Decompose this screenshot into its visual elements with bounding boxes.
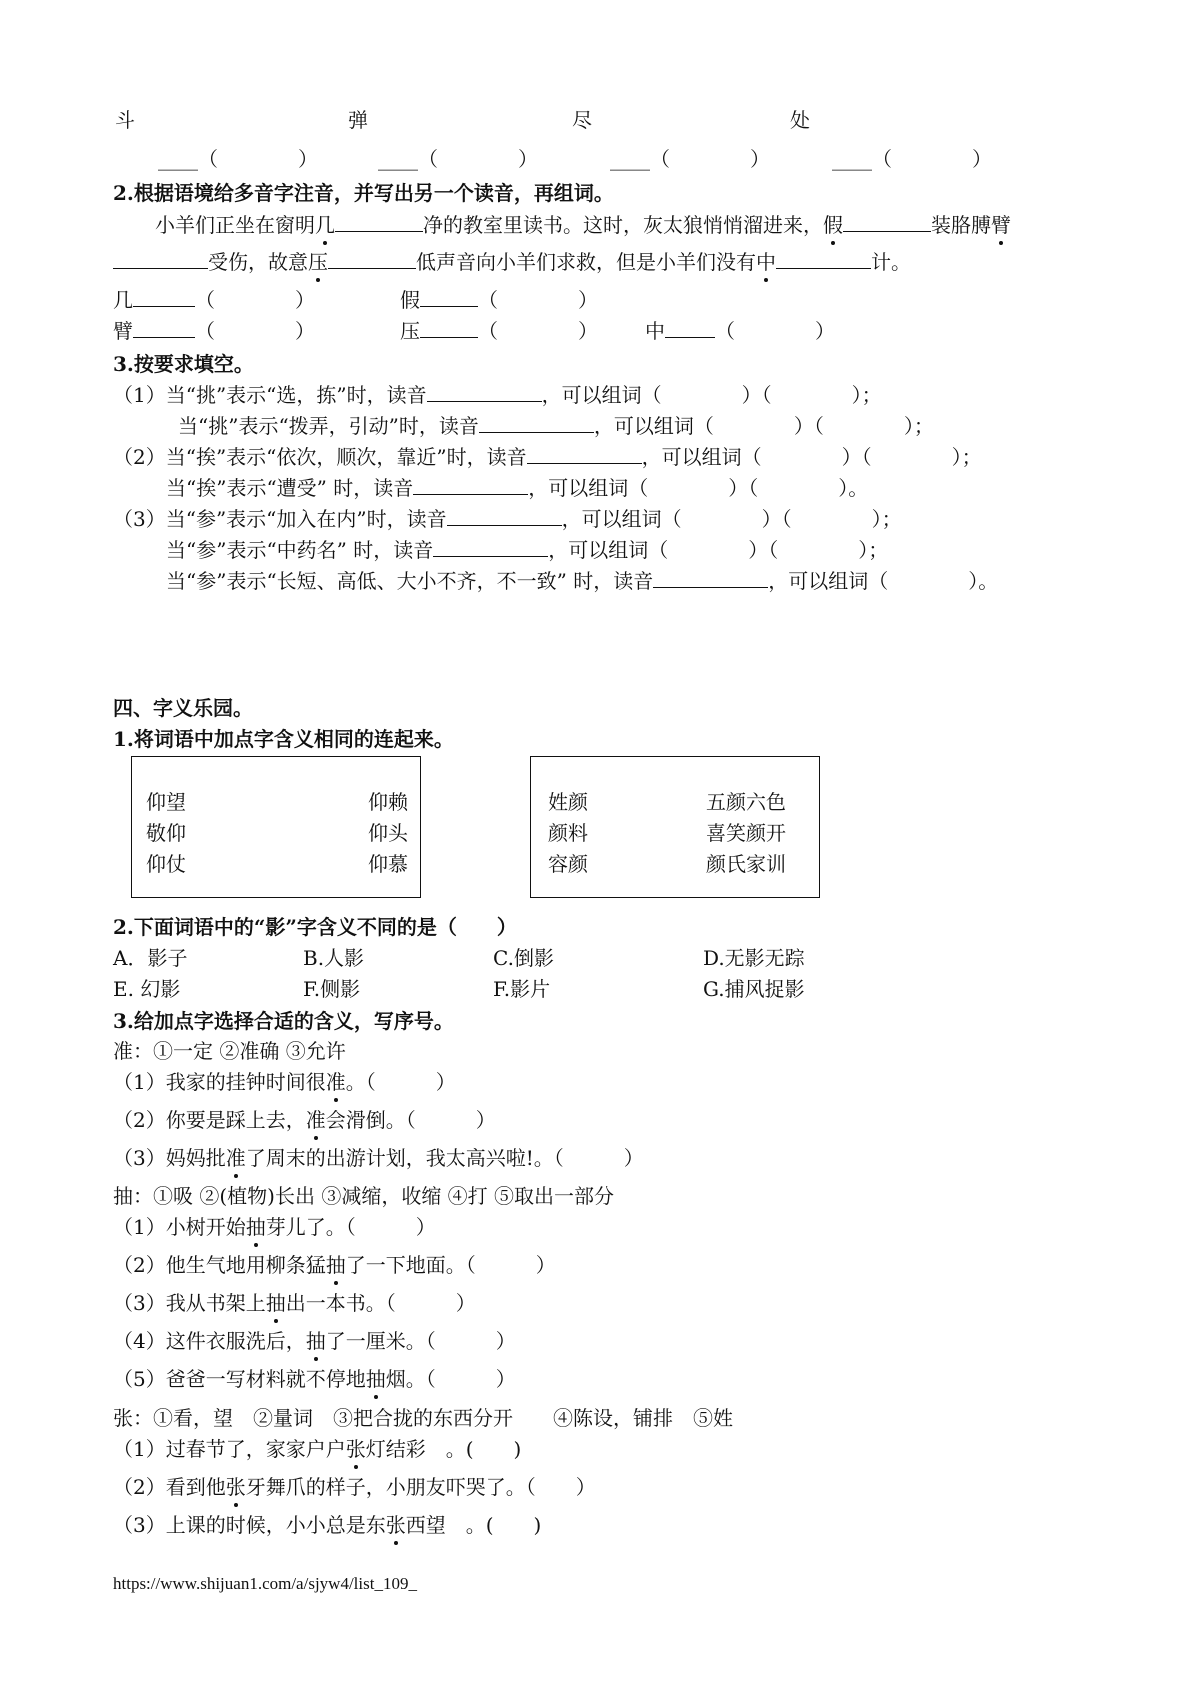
pinyin-row-2c: 中 （ ） bbox=[645, 319, 835, 343]
chou-item-3: （3）我从书架上抽出一本书。（ ） bbox=[113, 1291, 476, 1315]
option-b[interactable]: B.人影 bbox=[303, 946, 365, 970]
answer-blank-1[interactable]: ____（ ） bbox=[158, 147, 318, 171]
section4-heading: 四、字义乐园。 bbox=[113, 696, 253, 720]
zhun-item-2: （2）你要是踩上去，准会滑倒。（ ） bbox=[113, 1108, 496, 1132]
option-c[interactable]: C.倒影 bbox=[493, 946, 554, 970]
option-f[interactable]: F.侧影 bbox=[303, 977, 361, 1001]
fill-blank[interactable] bbox=[328, 250, 416, 269]
passage-line-1: 小羊们正坐在窗明几 净的教室里读书。这时，灰太狼悄悄溜进来，假 装胳膊臂 bbox=[155, 213, 1011, 237]
option-g[interactable]: G.捕风捉影 bbox=[703, 977, 805, 1001]
fill-blank[interactable] bbox=[776, 250, 871, 269]
fill-line-7: 当“参”表示“长短、高低、大小不齐，不一致” 时，读音 ，可以组词（ ）。 bbox=[166, 569, 999, 593]
zhang-item-2: （2）看到他张牙舞爪的样子，小朋友吓哭了。（ ） bbox=[113, 1475, 596, 1499]
match-right-word[interactable]: 仰赖 bbox=[368, 790, 408, 814]
footer-url[interactable]: https://www.shijuan1.com/a/sjyw4/list_109_ bbox=[113, 1574, 417, 1593]
match-right-word[interactable]: 仰头 bbox=[368, 821, 408, 845]
fill-line-5: （3）当“参”表示“加入在内”时，读音 ，可以组词（ ）（ ）； bbox=[113, 507, 902, 531]
q2-title: 2.下面词语中的“影”字含义不同的是（ ） bbox=[113, 915, 517, 939]
zhun-definitions: 准：①一定 ②准确 ③允许 bbox=[113, 1039, 346, 1063]
option-a[interactable]: A．影子 bbox=[113, 946, 188, 970]
zhang-definitions: 张：①看，望 ②量词 ③把合拢的东西分开 ④陈设，铺排 ⑤姓 bbox=[113, 1406, 733, 1430]
pinyin-row-1a: 几 （ ） bbox=[113, 288, 315, 312]
match-left-word[interactable]: 姓颜 bbox=[548, 790, 588, 814]
match-left-word[interactable]: 敬仰 bbox=[146, 821, 186, 845]
char-chu: 处 bbox=[790, 108, 810, 132]
char-jin: 尽 bbox=[572, 108, 592, 132]
char-dou: 斗 bbox=[115, 108, 135, 132]
dotted-char: 臂 bbox=[991, 213, 1011, 237]
q3-title: 3.给加点字选择合适的含义，写序号。 bbox=[113, 1009, 454, 1033]
pinyin-row-1b: 假 （ ） bbox=[400, 288, 598, 312]
chou-item-4: （4）这件衣服洗后，抽了一厘米。（ ） bbox=[113, 1329, 516, 1353]
passage-line-2: 受伤，故意压 低声音向小羊们求救，但是小羊们没有中 计。 bbox=[113, 249, 911, 275]
pinyin-row-2a: 臂 （ ） bbox=[113, 319, 315, 343]
fill-line-1: （1）当“挑”表示“选，拣”时，读音 ，可以组词（ ）（ ）； bbox=[113, 383, 882, 407]
zhang-item-1: （1）过春节了，家家户户张灯结彩 。( ) bbox=[113, 1437, 522, 1461]
pinyin-row-2b: 压 （ ） bbox=[400, 319, 598, 343]
chou-definitions: 抽：①吸 ②(植物)长出 ③减缩，收缩 ④打 ⑤取出一部分 bbox=[113, 1184, 615, 1208]
section3-title: 3.按要求填空。 bbox=[113, 352, 254, 376]
match-left-word[interactable]: 仰仗 bbox=[146, 852, 186, 876]
fill-blank[interactable] bbox=[843, 213, 931, 232]
zhun-item-3: （3）妈妈批准了周末的出游计划，我太高兴啦!。（ ） bbox=[113, 1146, 644, 1170]
match-left-word[interactable]: 颜料 bbox=[548, 821, 588, 845]
dotted-char: 假 bbox=[823, 213, 843, 237]
option-f2[interactable]: F.影片 bbox=[493, 977, 551, 1001]
dotted-char: 压 bbox=[308, 250, 328, 274]
chou-item-5: （5）爸爸一写材料就不停地抽烟。（ ） bbox=[113, 1367, 516, 1391]
match-right-word[interactable]: 仰慕 bbox=[368, 852, 408, 876]
option-e[interactable]: E. 幻影 bbox=[113, 977, 181, 1001]
answer-blank-3[interactable]: ____（ ） bbox=[610, 147, 770, 171]
chou-item-1: （1）小树开始抽芽儿了。（ ） bbox=[113, 1215, 436, 1239]
match-right-word[interactable]: 喜笑颜开 bbox=[706, 821, 786, 845]
fill-line-6: 当“参”表示“中药名” 时，读音 ，可以组词（ ）（ ）； bbox=[166, 538, 889, 562]
section2-title: 2.根据语境给多音字注音，并写出另一个读音，再组词。 bbox=[113, 181, 614, 205]
fill-blank[interactable] bbox=[335, 213, 423, 232]
match-right-word[interactable]: 五颜六色 bbox=[706, 790, 786, 814]
chou-item-2: （2）他生气地用柳条猛抽了一下地面。（ ） bbox=[113, 1253, 556, 1277]
fill-line-2: 当“挑”表示“拨弄，引动”时，读音 ，可以组词（ ）（ ）； bbox=[178, 414, 934, 438]
dotted-char: 中 bbox=[756, 250, 776, 274]
fill-line-3: （2）当“挨”表示“依次，顺次，靠近”时，读音 ，可以组词（ ）（ ）； bbox=[113, 445, 982, 469]
zhun-item-1: （1）我家的挂钟时间很准。（ ） bbox=[113, 1070, 456, 1094]
dotted-char: 几 bbox=[315, 213, 335, 237]
match-right-word[interactable]: 颜氏家训 bbox=[706, 852, 786, 876]
fill-blank[interactable] bbox=[113, 250, 208, 269]
fill-line-4: 当“挨”表示“遭受” 时，读音 ，可以组词（ ）（ ）。 bbox=[166, 476, 869, 500]
option-d[interactable]: D.无影无踪 bbox=[703, 946, 805, 970]
q1-title: 1.将词语中加点字含义相同的连起来。 bbox=[113, 727, 454, 751]
zhang-item-3: （3）上课的时候，小小总是东张西望 。( ) bbox=[113, 1513, 542, 1537]
match-left-word[interactable]: 容颜 bbox=[548, 852, 588, 876]
answer-blank-4[interactable]: ____（ ） bbox=[832, 147, 992, 171]
char-tan: 弹 bbox=[348, 108, 368, 132]
match-left-word[interactable]: 仰望 bbox=[146, 790, 186, 814]
answer-blank-2[interactable]: ____（ ） bbox=[378, 147, 538, 171]
